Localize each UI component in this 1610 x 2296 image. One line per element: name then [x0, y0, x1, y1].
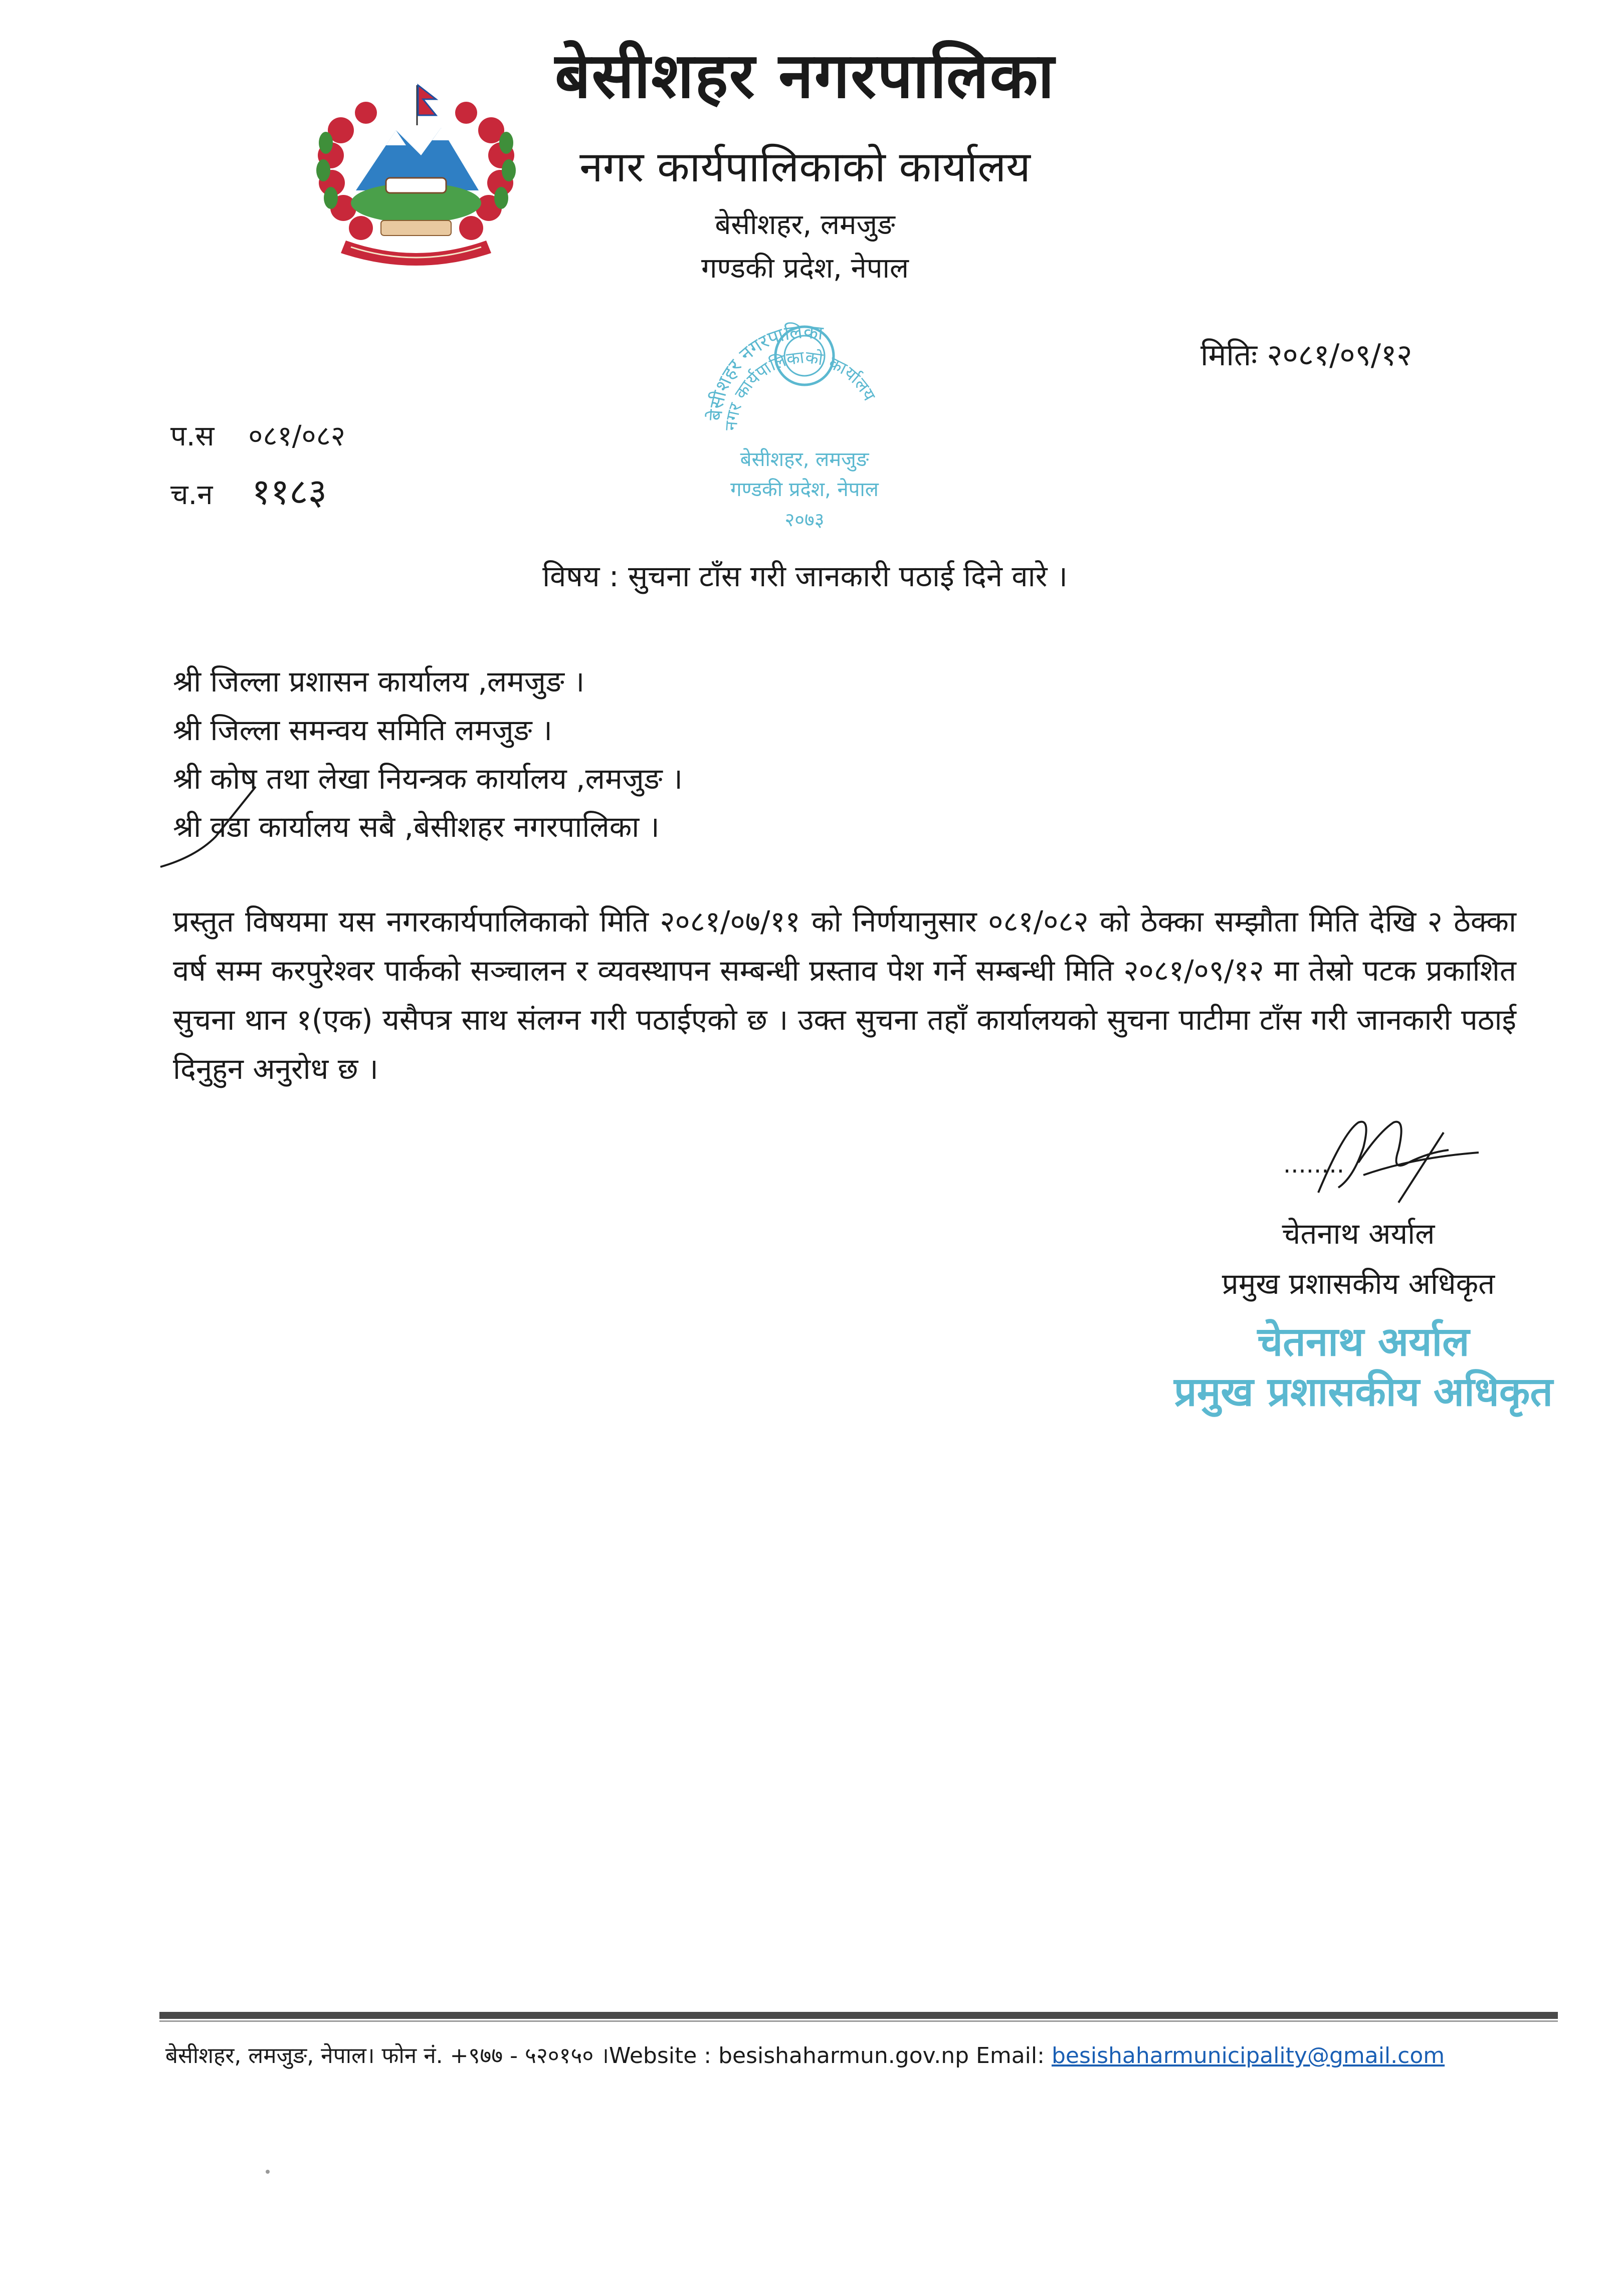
svg-text:........: ........ [1283, 1151, 1345, 1179]
recipient-2: श्री जिल्ला समन्वय समिति लमजुङ । [173, 713, 552, 747]
footer-divider-thin [159, 2020, 1558, 2022]
signatory-designation: प्रमुख प्रशासकीय अधिकृत [1222, 1267, 1495, 1301]
address-line-2: गण्डकी प्रदेश, नेपाल [701, 252, 909, 285]
handwritten-signature [1283, 1102, 1484, 1218]
cn-label: च.न [170, 479, 213, 511]
office-subtitle: नगर कार्यपालिकाको कार्यालय [579, 142, 1031, 191]
signatory-name: चेतनाथ अर्याल [1282, 1217, 1435, 1251]
name-stamp: चेतनाथ अर्याल [1257, 1318, 1470, 1365]
handwritten-tick-mark [155, 782, 286, 877]
reference-ps [170, 416, 345, 454]
recipient-1: श्री जिल्ला प्रशासन कार्यालय ,लमजुङ । [173, 664, 585, 699]
seal-text-2: नगर कार्यपालिकाको कार्यालय [721, 347, 880, 431]
seal-text-3: बेसीशहर, लमजुङ [740, 448, 869, 471]
seal-year: २०७३ [784, 509, 825, 531]
reference-cn [170, 466, 327, 515]
office-seal-stamp [692, 296, 917, 546]
footer-divider [159, 2012, 1558, 2019]
footer-email-link[interactable]: besishaharmunicipality@gmail.com [1051, 2043, 1445, 2069]
ps-value: ०८१/०८२ [248, 420, 345, 452]
designation-stamp: प्रमुख प्रशासकीय अधिकृत [1174, 1368, 1553, 1415]
address-line-1: बेसीशहर, लमजुङ [715, 208, 895, 241]
recipient-4: श्री वडा कार्यालय सबै ,बेसीशहर नगरपालिका । [173, 810, 660, 844]
letter-date: मितिः २०८१/०९/१२ [1200, 338, 1413, 373]
letter-body: प्रस्तुत विषयमा यस नगरकार्यपालिकाको मिति २०८१/०७/११ को निर्णयानुसार ०८१/०८२ को ठेक्का सम्झौता मिति देखि २ ठेक्का वर्ष सम्म करपुरेश्वर पार्कको सञ्चालन र व्यवस्थापन सम्बन्धी प्रस्ताव पेश गर्ने सम्बन्धी मिति २०८१/०९/१२ मा तेस्रो पटक प्रकाशित सुचना थान १(एक) यसैपत्र साथ संलग्न गरी पठाईएको छ । उक्त सुचना तहाँ कार्यालयको सुचना पाटीमा टाँस गरी जानकारी पठाई दिनुहुन अनुरोध छ । [173, 904, 1516, 1086]
cn-value: ११८३ [252, 471, 327, 513]
seal-text-4: गण्डकी प्रदेश, नेपाल [730, 478, 879, 501]
footer-contact [0, 2039, 1610, 2070]
letter-subject: विषय : सुचना टाँस गरी जानकारी पठाई दिने वारे । [542, 559, 1068, 593]
municipality-title: बेसीशहर नगरपालिका [554, 40, 1056, 112]
scan-dust-dot [266, 2170, 270, 2174]
recipient-3: श्री कोष तथा लेखा नियन्त्रक कार्यालय ,लमजुङ । [173, 762, 683, 796]
ps-label: प.स [170, 420, 215, 452]
footer-text: बेसीशहर, लमजुङ, नेपाल। फोन नं. +९७७ - ५२०१५० ।Website : besishaharmun.gov.np Email: [165, 2043, 1045, 2069]
seal-text-1: बेसीशहर नगरपालिका [704, 320, 825, 421]
